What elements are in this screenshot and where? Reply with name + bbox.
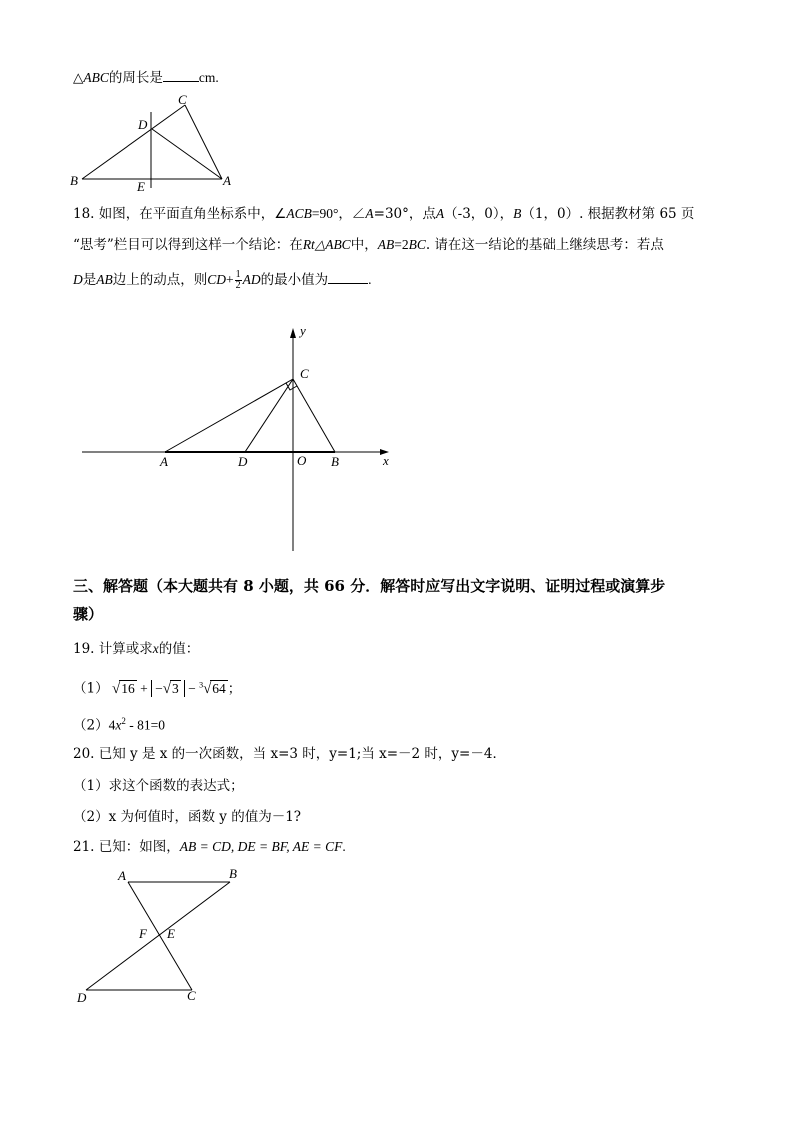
q19-part-1 (73, 674, 241, 700)
variable-x: x (115, 717, 122, 733)
point-A: A (435, 206, 445, 221)
sqrt-icon: √ (111, 680, 121, 697)
q19-text: 的值： (158, 641, 200, 657)
segment-CD: CD (207, 272, 227, 287)
triangle-ABC: △ABC (314, 237, 351, 252)
segment-AD: AD (242, 272, 261, 287)
fraction-numerator: 1 (235, 269, 241, 280)
sqrt-icon: √ (162, 680, 171, 697)
q18-text: 边上的动点，则 (112, 272, 208, 288)
rt-label: Rt (302, 237, 315, 252)
label-E: E (167, 926, 175, 941)
radicand-3: 3 (171, 680, 179, 696)
segment-AC (165, 379, 293, 452)
q17-text: 的周长是 (108, 70, 163, 86)
q18-text: 18. 如图，在平面直角坐标系中， (73, 206, 275, 222)
q21-text: 21. 已知：如图， (73, 839, 180, 855)
label-C: C (178, 92, 187, 107)
label-B: B (331, 454, 339, 469)
label-B: B (229, 866, 237, 881)
q18-text: 的最小值为 (260, 272, 329, 288)
radicand-16: 16 (121, 680, 135, 696)
section-heading: 三、解答题（本大题共有 8 小题，共 66 分．解答时应写出文字说明、证明过程或演算步 (73, 577, 666, 595)
segment-AB: AB (377, 237, 395, 252)
label-B: B (70, 173, 78, 188)
answer-blank-17 (163, 67, 199, 82)
figure-17 (60, 88, 250, 198)
triangle-symbol: △ (73, 70, 84, 85)
y-axis-arrow-icon (290, 328, 296, 338)
angle-A: A (365, 206, 374, 221)
q21-conditions: AB = CD, DE = BF, AE = CF (179, 839, 343, 854)
label-A: A (223, 173, 231, 188)
q18-line-2 (73, 236, 664, 254)
figure-21 (66, 862, 256, 1010)
axis-label-x: x (383, 453, 389, 468)
fraction-denominator: 2 (235, 280, 241, 291)
angle-ACB: ACB (286, 206, 312, 221)
plus-sign: + (226, 272, 234, 287)
segment-BC: BC (408, 237, 426, 252)
axis-label-y: y (300, 323, 306, 338)
q19-part-2 (73, 712, 165, 735)
q20-part-1: （1）求这个函数的表达式； (73, 778, 244, 794)
q21-stem (73, 838, 346, 856)
label-D: D (238, 454, 248, 469)
part-label: （1） (73, 680, 109, 697)
label-C: C (187, 988, 196, 1003)
unit-cm: cm. (198, 70, 219, 85)
segment-DC (245, 379, 293, 452)
q18-text: =2 (394, 237, 409, 252)
label-F: F (139, 926, 147, 941)
q18-text: . 请在这一结论的基础上继续思考：若点 (425, 237, 664, 253)
section-heading-cont: 骤） (73, 605, 104, 623)
q18-line-1 (73, 205, 694, 223)
q18-text: 是 (82, 272, 97, 288)
part-label: （2） (73, 717, 109, 734)
segment-BD (86, 882, 230, 990)
equation-rest: - 81=0 (125, 717, 165, 733)
segment-AC (128, 882, 192, 990)
q20-part-2: （2）x 为何值时，函数 y 的值为－1? (73, 809, 302, 825)
segment-AB: AB (96, 272, 113, 287)
label-A: A (160, 454, 168, 469)
label-C: C (300, 366, 309, 381)
segment-DA (152, 129, 222, 179)
coord-A: （-3，0）， (444, 206, 514, 222)
label-A: A (118, 868, 126, 883)
q18-text: “思考”栏目可以得到这样一个结论：在 (73, 237, 303, 253)
label-O: O (297, 453, 307, 468)
q17-line (73, 67, 219, 87)
coord-B: （1，0）. 根据教材第 65 页 (521, 206, 695, 222)
cbrt-icon: √ (203, 680, 212, 697)
q20-stem: 20. 已知 y 是 x 的一次函数，当 x=3 时，y=1;当 x=－2 时，y=－4． (73, 746, 506, 762)
segment-CA (185, 105, 222, 179)
q18-text: =90°， (311, 206, 352, 221)
q18-text: =30°，点 (373, 206, 436, 222)
radicand-64: 64 (212, 680, 226, 696)
angle-symbol: ∠ (351, 206, 366, 221)
figure-18 (78, 322, 398, 554)
angle-symbol: ∠ (274, 206, 287, 221)
variable-x: x (152, 641, 159, 656)
point-D: D (73, 272, 83, 287)
exponent: 2 (121, 716, 126, 726)
root-index: 3 (199, 680, 204, 689)
plus-sign: + (140, 680, 148, 696)
segment-CB (293, 379, 335, 452)
answer-blank-18 (328, 269, 368, 284)
point-B: B (513, 206, 522, 221)
absolute-value (151, 680, 185, 697)
q19-text: ； (227, 680, 242, 696)
q19-text: 19. 计算或求 (73, 641, 153, 657)
label-D: D (138, 117, 148, 132)
minus-sign: − (155, 680, 163, 696)
triangle-name: ABC (83, 70, 109, 85)
label-E: E (137, 179, 145, 194)
q18-line-3 (73, 266, 372, 294)
q18-text: . (368, 272, 372, 287)
minus-sign: − (188, 680, 196, 696)
coefficient: 4 (108, 717, 116, 733)
q21-text: . (342, 839, 346, 854)
q19-stem (73, 640, 199, 658)
label-D: D (77, 990, 87, 1005)
q18-text: 中， (350, 237, 378, 253)
fraction-one-half (235, 270, 242, 291)
